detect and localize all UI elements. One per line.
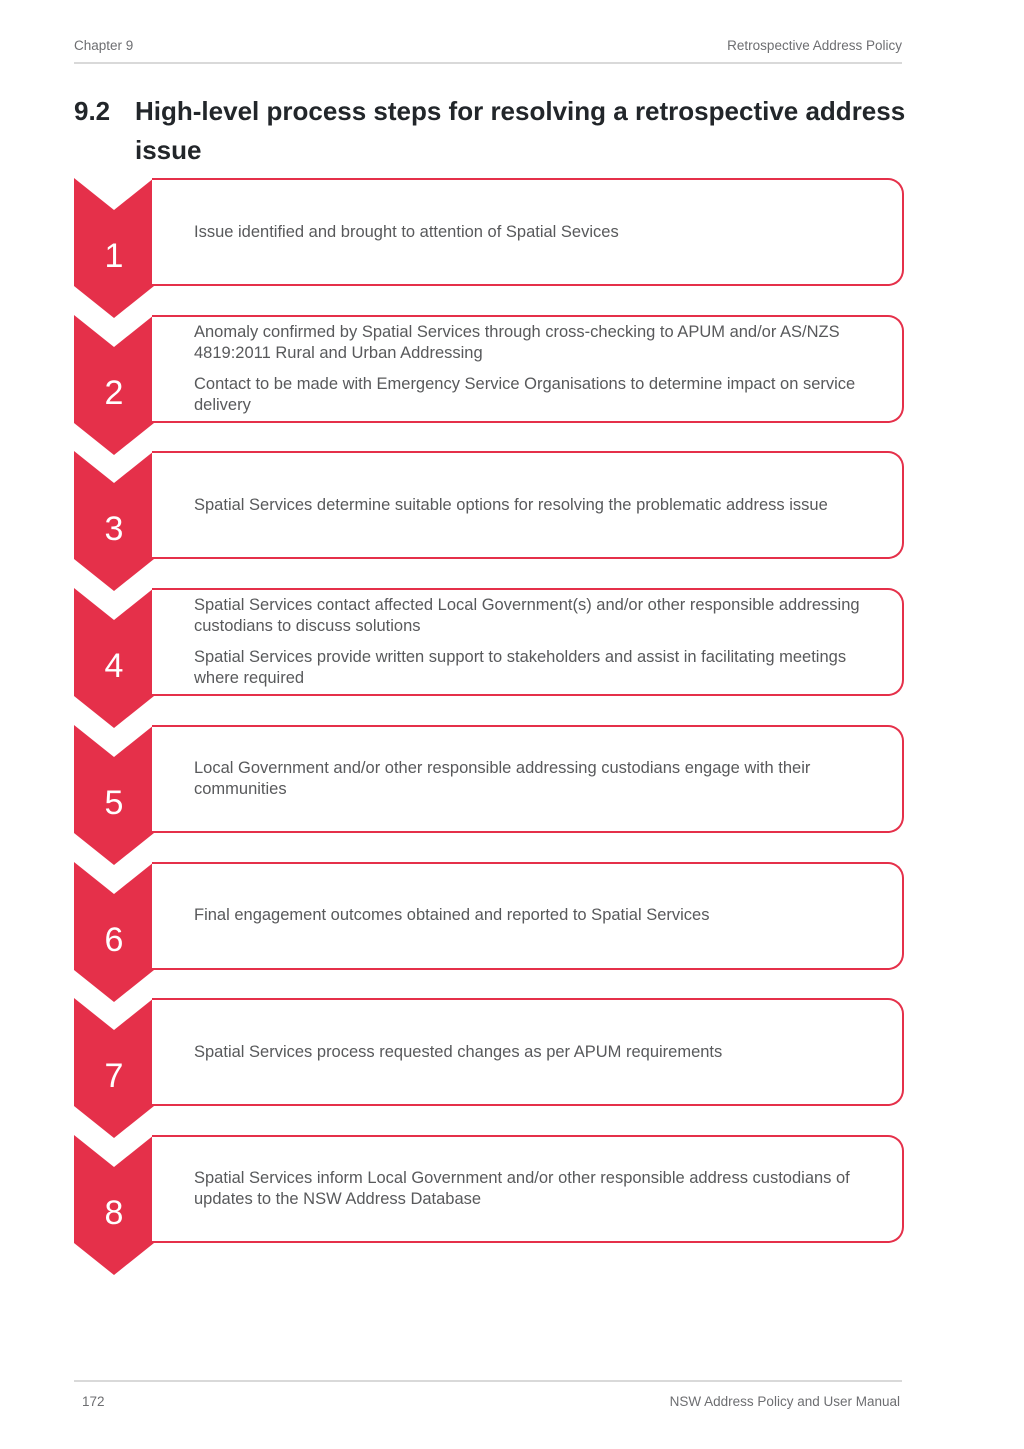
step-number: 3 (104, 510, 124, 549)
process-step-2 (74, 315, 906, 455)
step-text: Final engagement outcomes obtained and reported to Spatial Services (194, 906, 710, 924)
step-text: Spatial Services contact affected Local Government(s) and/or other responsible addressing custodians to discuss solutions (194, 596, 860, 636)
section-name-label: Retrospective Address Policy (727, 38, 902, 53)
step-description (194, 725, 884, 833)
step-number: 6 (104, 920, 124, 959)
publication-title: NSW Address Policy and User Manual (669, 1394, 900, 1409)
step-description (194, 315, 884, 423)
step-text: Spatial Services determine suitable options for resolving the problematic address issue (194, 495, 828, 514)
process-step-4 (74, 588, 906, 728)
step-description (194, 588, 884, 696)
process-step-5 (74, 725, 906, 865)
process-step-7 (74, 998, 906, 1138)
step-description (194, 862, 884, 970)
process-step-6 (74, 862, 906, 1002)
step-number: 4 (104, 647, 124, 686)
step-description (194, 1135, 884, 1243)
section-title: High-level process steps for resolving a retrospective address issue (135, 96, 906, 165)
step-number: 5 (104, 783, 124, 822)
section-number: 9.2 (74, 96, 111, 126)
step-text: Issue identified and brought to attention of Spatial Sevices (194, 222, 619, 241)
step-description (194, 178, 884, 286)
step-number: 1 (104, 237, 124, 275)
chapter-label: Chapter 9 (74, 38, 134, 53)
step-number: 7 (104, 1057, 124, 1096)
process-step-8 (74, 1135, 906, 1275)
step-number: 2 (104, 373, 124, 412)
running-footer (74, 1380, 902, 1409)
step-text: Local Government and/or other responsible addressing custodians engage with their communities (194, 758, 811, 798)
step-text: Anomaly confirmed by Spatial Services through cross-checking to APUM and/or AS/NZS 4819:2011 Rural and Urban Addressing (194, 322, 840, 362)
step-description (194, 451, 884, 559)
step-number: 8 (104, 1193, 124, 1232)
page-number: 172 (82, 1394, 105, 1409)
step-description (194, 998, 884, 1106)
process-step-1 (74, 178, 906, 318)
step-text: Spatial Services process requested changes as per APUM requirements (194, 1042, 723, 1061)
step-text: Spatial Services provide written support to stakeholders and assist in facilitating meetings where required (194, 648, 847, 688)
process-step-3 (74, 451, 906, 591)
step-text: Contact to be made with Emergency Service Organisations to determine impact on service delivery (194, 374, 856, 414)
step-text: Spatial Services inform Local Government and/or other responsible address custodians of updates to the NSW Address Database (194, 1168, 850, 1208)
